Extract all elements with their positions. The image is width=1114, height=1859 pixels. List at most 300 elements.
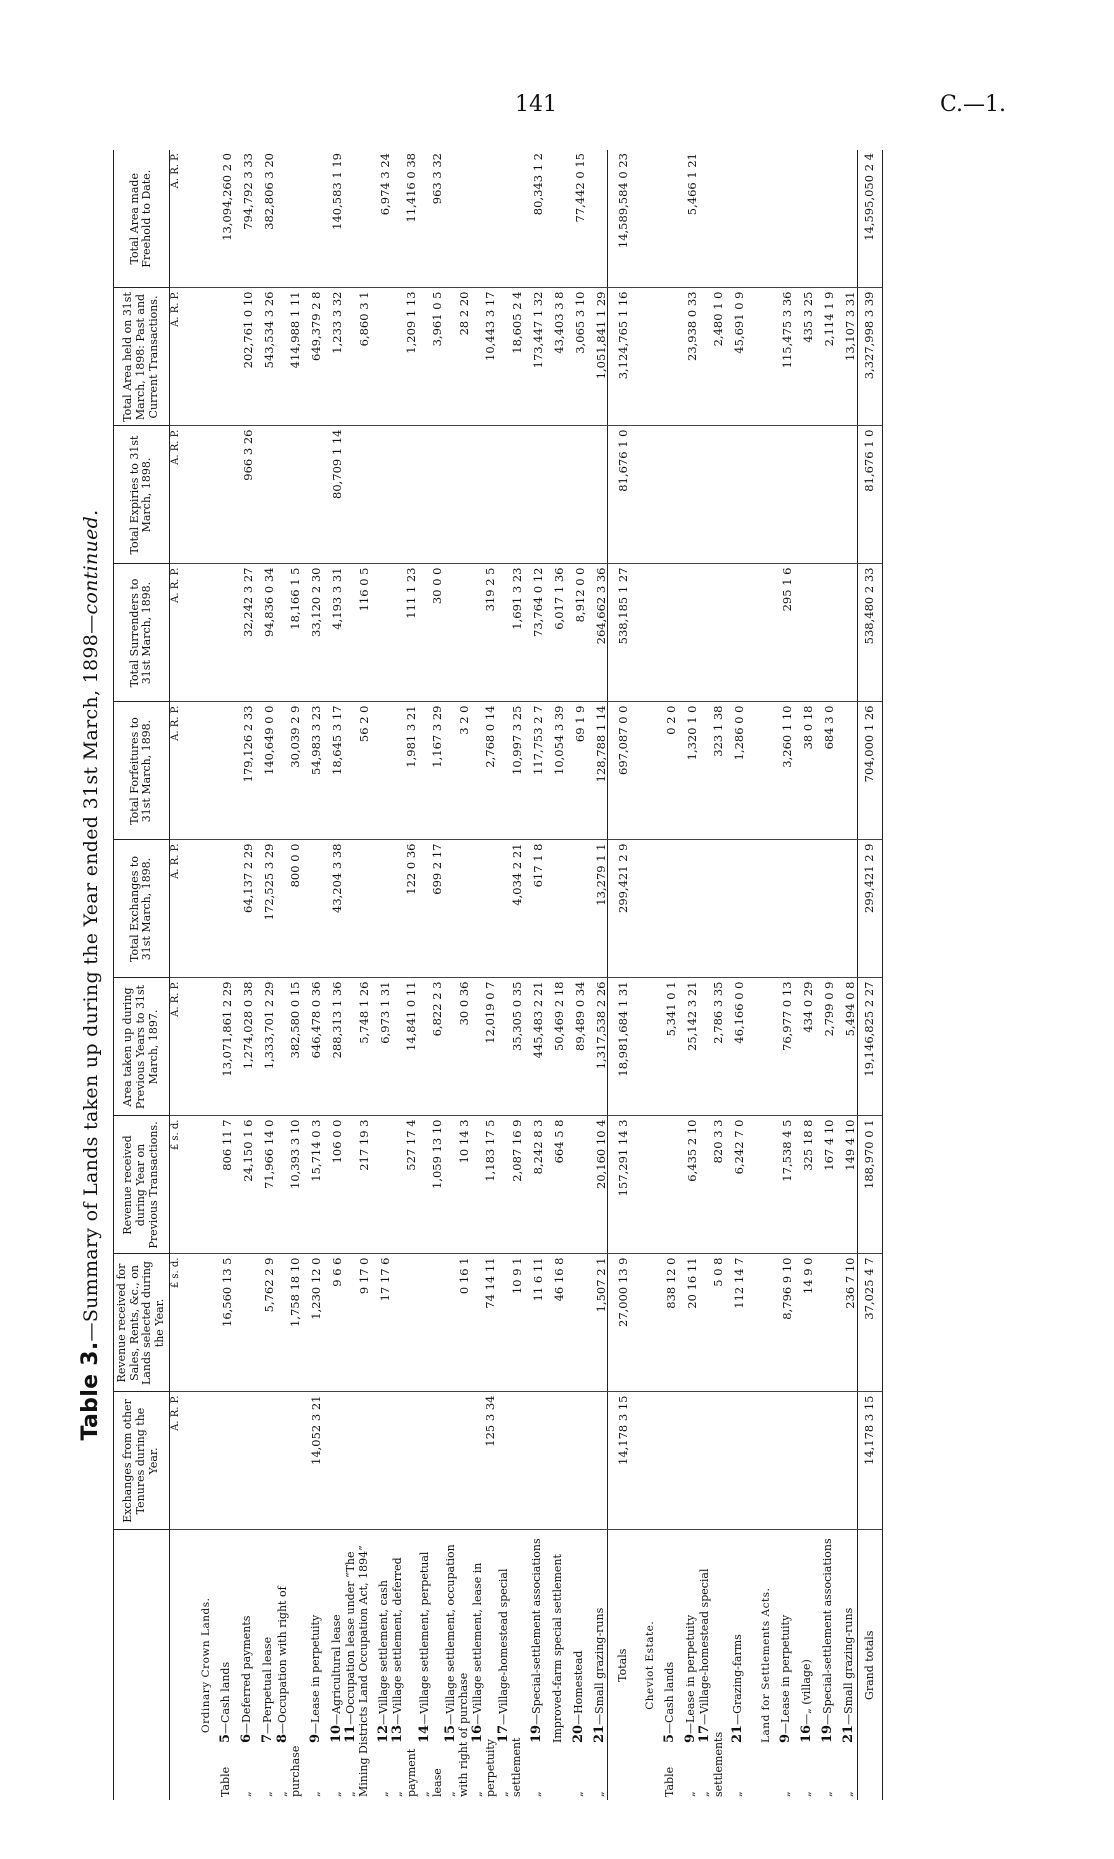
value-cell: 414,988 1 11	[276, 288, 302, 426]
table-row	[677, 150, 698, 1800]
value-cell	[444, 150, 470, 288]
value-cell: 11 6 11	[523, 1254, 544, 1392]
row-prefix: „	[308, 1791, 322, 1797]
empty-cell	[629, 840, 656, 978]
value-cell: 23,938 0 33	[677, 288, 698, 426]
value-cell	[815, 1254, 836, 1392]
table-row	[302, 150, 323, 1800]
value-cell	[391, 426, 417, 564]
row-label	[344, 1530, 370, 1800]
value-cell: 434 0 29	[794, 978, 815, 1116]
row-label	[794, 1530, 815, 1800]
value-cell: 122 0 36	[391, 840, 417, 978]
value-cell: 30,039 2 9	[276, 702, 302, 840]
value-cell: 10,443 3 17	[471, 288, 497, 426]
row-label-text: —Village settlement, cash	[377, 1580, 391, 1725]
header-row	[114, 150, 170, 1800]
value-cell: 11,416 0 38	[391, 150, 417, 288]
value-cell	[544, 150, 565, 288]
value-cell: 9 17 0	[344, 1254, 370, 1392]
value-cell: 76,977 0 13	[773, 978, 794, 1116]
value-cell: 24,150 1 6	[234, 1116, 255, 1254]
rotated-table-container	[74, 150, 1074, 1800]
row-label-text: —Lease in perpetuity	[308, 1614, 322, 1734]
empty-cell	[746, 426, 773, 564]
value-cell: 202,761 0 10	[234, 288, 255, 426]
value-cell: 10 14 3	[444, 1116, 470, 1254]
unit-cell: A. R. P.	[169, 426, 186, 564]
table-row	[471, 150, 497, 1800]
value-cell: 20,160 10 4	[586, 1116, 608, 1254]
value-cell: 236 7 10	[836, 1254, 858, 1392]
value-cell: 8,912 0 0	[565, 564, 586, 702]
empty-cell	[629, 1392, 656, 1530]
value-cell	[344, 150, 370, 288]
row-table-number: 5	[662, 1733, 677, 1743]
header-cell: Revenue received for Sales, Rents, &c., on Lands selected during the Year.	[114, 1254, 170, 1392]
value-cell	[656, 564, 677, 702]
row-table-number: 6	[239, 1733, 255, 1743]
value-cell: 1,051,841 1 29	[586, 288, 608, 426]
value-cell: 1,691 3 23	[497, 564, 523, 702]
empty-cell	[186, 1254, 213, 1392]
value-cell	[370, 1392, 391, 1530]
row-prefix: „	[698, 1791, 712, 1797]
row-prefix: „	[329, 1791, 343, 1797]
value-cell	[370, 1116, 391, 1254]
value-cell: 382,580 0 15	[276, 978, 302, 1116]
row-label	[836, 1530, 858, 1800]
table-row	[725, 150, 746, 1800]
empty-cell	[629, 978, 656, 1116]
table-row	[497, 150, 523, 1800]
total-value: 81,676 1 0	[857, 426, 882, 564]
value-cell: 73,764 0 12	[523, 564, 544, 702]
page-number: 141	[515, 92, 557, 117]
row-prefix: „	[261, 1791, 275, 1797]
total-value: 538,185 1 27	[608, 564, 630, 702]
value-cell: 13,094,260 2 0	[213, 150, 234, 288]
grand-totals-row	[857, 150, 882, 1800]
empty-cell	[186, 702, 213, 840]
value-cell: 94,836 0 34	[255, 564, 276, 702]
value-cell: 649,379 2 8	[302, 288, 323, 426]
value-cell: 13,279 1 1	[586, 840, 608, 978]
empty-cell	[629, 564, 656, 702]
value-cell	[418, 426, 444, 564]
row-table-number: 14	[416, 1724, 432, 1743]
row-table-number: 11	[342, 1724, 358, 1743]
header-cell: Total Exchanges to 31st March, 1898.	[114, 840, 170, 978]
value-cell	[794, 426, 815, 564]
row-prefix: „	[684, 1791, 697, 1797]
row-table-number: 21	[592, 1724, 607, 1743]
total-value: 14,589,584 0 23	[608, 150, 630, 288]
value-cell: 69 1 9	[565, 702, 586, 840]
value-cell: 17 17 6	[370, 1254, 391, 1392]
value-cell: 3,065 3 10	[565, 288, 586, 426]
value-cell: 10,997 3 25	[497, 702, 523, 840]
value-cell: 33,120 2 30	[302, 564, 323, 702]
value-cell: 5,762 2 9	[255, 1254, 276, 1392]
row-table-number: 13	[390, 1724, 406, 1743]
row-table-number: 16	[799, 1724, 815, 1743]
value-cell	[725, 426, 746, 564]
value-cell	[725, 564, 746, 702]
row-prefix: Table	[663, 1766, 676, 1797]
empty-cell	[746, 702, 773, 840]
value-cell: 74 14 11	[471, 1254, 497, 1392]
value-cell	[773, 840, 794, 978]
value-cell	[656, 426, 677, 564]
value-cell: 112 14 7	[725, 1254, 746, 1392]
value-cell	[794, 564, 815, 702]
value-cell: 1,167 3 29	[418, 702, 444, 840]
value-cell	[213, 426, 234, 564]
table-row	[773, 150, 794, 1800]
value-cell: 445,483 2 21	[523, 978, 544, 1116]
unit-cell: A. R. P.	[169, 564, 186, 702]
value-cell	[523, 1392, 544, 1530]
value-cell: 1,317,538 2 26	[586, 978, 608, 1116]
value-cell: 1,981 3 21	[391, 702, 417, 840]
row-label-text: —Perpetual lease	[261, 1636, 275, 1734]
row-prefix: „	[391, 1791, 405, 1797]
row-table-number: 21	[730, 1724, 746, 1743]
value-cell: 838 12 0	[656, 1254, 677, 1392]
value-cell	[725, 1392, 746, 1530]
value-cell	[544, 1392, 565, 1530]
header-cell	[114, 1530, 170, 1800]
value-cell: 77,442 0 15	[565, 150, 586, 288]
value-cell	[418, 1254, 444, 1392]
row-label	[656, 1530, 677, 1800]
value-cell: 217 19 3	[344, 1116, 370, 1254]
value-cell: 10 9 1	[497, 1254, 523, 1392]
header-cell: Total Forfeitures to 31st March, 1898.	[114, 702, 170, 840]
total-value: 37,025 4 7	[857, 1254, 882, 1392]
value-cell: 9 6 6	[323, 1254, 344, 1392]
total-value: 18,981,684 1 31	[608, 978, 630, 1116]
value-cell: 179,126 2 33	[234, 702, 255, 840]
empty-cell	[629, 1254, 656, 1392]
value-cell	[255, 1392, 276, 1530]
value-cell	[444, 1392, 470, 1530]
value-cell: 30 0 36	[444, 978, 470, 1116]
row-label	[276, 1530, 302, 1800]
value-cell	[234, 1254, 255, 1392]
total-value: 299,421 2 9	[857, 840, 882, 978]
total-value: 14,178 3 15	[608, 1392, 630, 1530]
value-cell: 820 3 3	[698, 1116, 724, 1254]
value-cell: 18,605 2 4	[497, 288, 523, 426]
row-prefix: „	[779, 1791, 793, 1797]
value-cell: 17,538 4 5	[773, 1116, 794, 1254]
value-cell	[344, 426, 370, 564]
row-label-text: —Cash lands	[219, 1661, 233, 1734]
value-cell: 115,475 3 36	[773, 288, 794, 426]
value-cell: 264,662 3 36	[586, 564, 608, 702]
row-label	[370, 1530, 391, 1800]
row-prefix: „	[377, 1791, 391, 1797]
empty-cell	[186, 1392, 213, 1530]
summary-table	[113, 150, 883, 1800]
row-table-number: 16	[469, 1724, 485, 1743]
totals-row	[608, 150, 630, 1800]
value-cell: 1,233 3 32	[323, 288, 344, 426]
value-cell: 382,806 3 20	[255, 150, 276, 288]
value-cell	[471, 426, 497, 564]
total-value: 81,676 1 0	[608, 426, 630, 564]
header-cell: Area taken up during Previous Years to 31st March, 1897.	[114, 978, 170, 1116]
value-cell: 71,966 14 0	[255, 1116, 276, 1254]
value-cell	[565, 426, 586, 564]
table-row	[344, 150, 370, 1800]
unit-cell: A. R. P.	[169, 840, 186, 978]
empty-cell	[186, 426, 213, 564]
value-cell: 5,466 1 21	[677, 150, 698, 288]
value-cell: 4,034 2 21	[497, 840, 523, 978]
value-cell: 15,714 0 3	[302, 1116, 323, 1254]
value-cell	[323, 1392, 344, 1530]
row-prefix: „	[275, 1791, 289, 1797]
row-label-text: —Village settlement, perpetual lease	[417, 1551, 445, 1797]
table-row	[656, 150, 677, 1800]
value-cell	[677, 564, 698, 702]
table-row	[544, 150, 565, 1800]
row-label-text: —Village settlement, deferred payment	[391, 1557, 418, 1797]
value-cell	[370, 426, 391, 564]
total-value: 3,124,765 1 16	[608, 288, 630, 426]
value-cell: 6,860 3 1	[344, 288, 370, 426]
value-cell	[815, 564, 836, 702]
row-label	[255, 1530, 276, 1800]
row-label	[391, 1530, 417, 1800]
table-row	[815, 150, 836, 1800]
row-label-text: —Village-homestead special settlement	[496, 1568, 524, 1797]
value-cell	[815, 426, 836, 564]
row-table-number: 8	[274, 1733, 290, 1743]
value-cell	[391, 1254, 417, 1392]
value-cell: 30 0 0	[418, 564, 444, 702]
row-label-text: —Lease in perpetuity	[779, 1614, 793, 1734]
value-cell	[656, 150, 677, 288]
row-label	[497, 1530, 523, 1800]
row-label-text: —„ (village)	[800, 1659, 814, 1725]
row-table-number: 9	[683, 1733, 698, 1743]
unit-cell: A. R. P.	[169, 702, 186, 840]
value-cell	[773, 1392, 794, 1530]
section-heading: Ordinary Crown Lands.	[200, 1597, 213, 1733]
row-prefix: „	[731, 1791, 745, 1797]
table-row	[276, 150, 302, 1800]
value-cell: 43,204 3 38	[323, 840, 344, 978]
row-label-text: —Village-homestead special settlements	[698, 1568, 725, 1797]
value-cell: 617 1 8	[523, 840, 544, 978]
section-heading-row	[186, 150, 213, 1800]
value-cell	[565, 1254, 586, 1392]
total-value: 157,291 14 3	[608, 1116, 630, 1254]
empty-cell	[186, 840, 213, 978]
value-cell: 12,019 0 7	[471, 978, 497, 1116]
value-cell	[773, 426, 794, 564]
value-cell: 4,193 3 31	[323, 564, 344, 702]
row-prefix: „	[842, 1791, 856, 1797]
header-cell: Total Expiries to 31st March, 1898.	[114, 426, 170, 564]
value-cell: 963 3 32	[418, 150, 444, 288]
row-label-text: —Cash lands	[663, 1661, 676, 1734]
value-cell	[677, 840, 698, 978]
table-row	[418, 150, 444, 1800]
value-cell	[698, 564, 724, 702]
value-cell: 18,645 3 17	[323, 702, 344, 840]
value-cell	[302, 426, 323, 564]
row-prefix: „	[496, 1791, 510, 1797]
table-row	[586, 150, 608, 1800]
row-table-number: 12	[376, 1724, 392, 1743]
total-value: 27,000 13 9	[608, 1254, 630, 1392]
value-cell: 295 1 6	[773, 564, 794, 702]
row-label-text: —Occupation lease under “The Mining Districts Land Occupation Act, 1894”	[343, 1545, 371, 1797]
value-cell: 14,052 3 21	[302, 1392, 323, 1530]
row-table-number: 9	[307, 1733, 323, 1743]
value-cell: 3,260 1 10	[773, 702, 794, 840]
value-cell	[836, 1392, 858, 1530]
value-cell: 8,242 8 3	[523, 1116, 544, 1254]
total-value: 538,480 2 33	[857, 564, 882, 702]
section-heading-row	[746, 150, 773, 1800]
table-row	[836, 150, 858, 1800]
value-cell: 1,758 18 10	[276, 1254, 302, 1392]
value-cell: 1,230 12 0	[302, 1254, 323, 1392]
row-label	[565, 1530, 586, 1800]
value-cell	[698, 150, 724, 288]
value-cell	[544, 840, 565, 978]
value-cell: 2,786 3 35	[698, 978, 724, 1116]
row-label	[725, 1530, 746, 1800]
row-prefix: „	[470, 1791, 484, 1797]
unit-cell	[169, 1530, 186, 1800]
total-label: Grand totals	[857, 1530, 882, 1800]
row-label	[773, 1530, 794, 1800]
value-cell: 325 18 8	[794, 1116, 815, 1254]
value-cell: 38 0 18	[794, 702, 815, 840]
value-cell	[471, 150, 497, 288]
units-row	[169, 150, 186, 1800]
value-cell	[815, 840, 836, 978]
rotated-page	[74, 150, 1074, 1800]
value-cell: 794,792 3 33	[234, 150, 255, 288]
value-cell: 116 0 5	[344, 564, 370, 702]
row-prefix: „	[444, 1791, 458, 1797]
value-cell: 6,822 2 3	[418, 978, 444, 1116]
value-cell	[213, 1392, 234, 1530]
row-prefix: „	[530, 1791, 543, 1797]
total-value: 14,595,050 2 4	[857, 150, 882, 288]
value-cell: 1,333,701 2 29	[255, 978, 276, 1116]
value-cell: 167 4 10	[815, 1116, 836, 1254]
row-label	[302, 1530, 323, 1800]
value-cell	[586, 426, 608, 564]
value-cell	[497, 1392, 523, 1530]
value-cell: 806 11 7	[213, 1116, 234, 1254]
value-cell: 140,583 1 19	[323, 150, 344, 288]
row-label-text: —Village settlement, occupation with right of purchase	[444, 1544, 471, 1797]
value-cell	[677, 426, 698, 564]
unit-cell: A. R. P.	[169, 978, 186, 1116]
value-cell: 319 2 5	[471, 564, 497, 702]
unit-cell: £ s. d.	[169, 1116, 186, 1254]
table-row	[794, 150, 815, 1800]
value-cell: 0 16 1	[444, 1254, 470, 1392]
value-cell	[234, 1392, 255, 1530]
value-cell	[836, 840, 858, 978]
empty-cell	[629, 702, 656, 840]
header-cell: Revenue received during Year on Previous Transactions.	[114, 1116, 170, 1254]
value-cell	[836, 702, 858, 840]
row-label-text: —Grazing-farms	[731, 1634, 745, 1725]
table-row	[370, 150, 391, 1800]
value-cell: 5,494 0 8	[836, 978, 858, 1116]
value-cell: 46,166 0 0	[725, 978, 746, 1116]
value-cell: 46 16 8	[544, 1254, 565, 1392]
row-label-text: Improved-farm special settlement	[551, 1554, 564, 1743]
table-number: Table 3.	[78, 1341, 103, 1441]
value-cell	[370, 564, 391, 702]
row-table-number: 17	[697, 1724, 713, 1743]
row-table-number: 15	[443, 1724, 459, 1743]
value-cell: 89,489 0 34	[565, 978, 586, 1116]
value-cell: 966 3 26	[234, 426, 255, 564]
table-title-text: —Summary of Lands taken up during the Year ended 31st March, 1898—	[80, 614, 102, 1342]
table-row	[565, 150, 586, 1800]
total-value: 3,327,998 3 39	[857, 288, 882, 426]
value-cell	[302, 150, 323, 288]
table-title	[78, 150, 103, 1800]
value-cell	[370, 840, 391, 978]
value-cell: 1,507 2 1	[586, 1254, 608, 1392]
value-cell	[698, 840, 724, 978]
value-cell	[497, 426, 523, 564]
empty-cell	[746, 288, 773, 426]
header-cell: Exchanges from other Tenures during the Year.	[114, 1392, 170, 1530]
row-table-number: 19	[529, 1724, 544, 1743]
total-value: 299,421 2 9	[608, 840, 630, 978]
value-cell: 646,478 0 36	[302, 978, 323, 1116]
value-cell: 1,183 17 5	[471, 1116, 497, 1254]
table-row	[698, 150, 724, 1800]
table-row	[255, 150, 276, 1800]
value-cell: 117,753 2 7	[523, 702, 544, 840]
value-cell: 20 16 11	[677, 1254, 698, 1392]
value-cell: 323 1 38	[698, 702, 724, 840]
value-cell	[418, 1392, 444, 1530]
header-cell: Total Area made Freehold to Date.	[114, 150, 170, 288]
empty-cell	[746, 1392, 773, 1530]
total-value: 188,970 0 1	[857, 1116, 882, 1254]
value-cell	[497, 150, 523, 288]
table-row	[213, 150, 234, 1800]
value-cell	[523, 426, 544, 564]
value-cell: 13,107 3 31	[836, 288, 858, 426]
row-table-number: 10	[328, 1724, 344, 1743]
row-label	[234, 1530, 255, 1800]
value-cell: 25,142 3 21	[677, 978, 698, 1116]
value-cell: 2,480 1 0	[698, 288, 724, 426]
value-cell: 28 2 20	[444, 288, 470, 426]
value-cell	[677, 1392, 698, 1530]
value-cell: 172,525 3 29	[255, 840, 276, 978]
